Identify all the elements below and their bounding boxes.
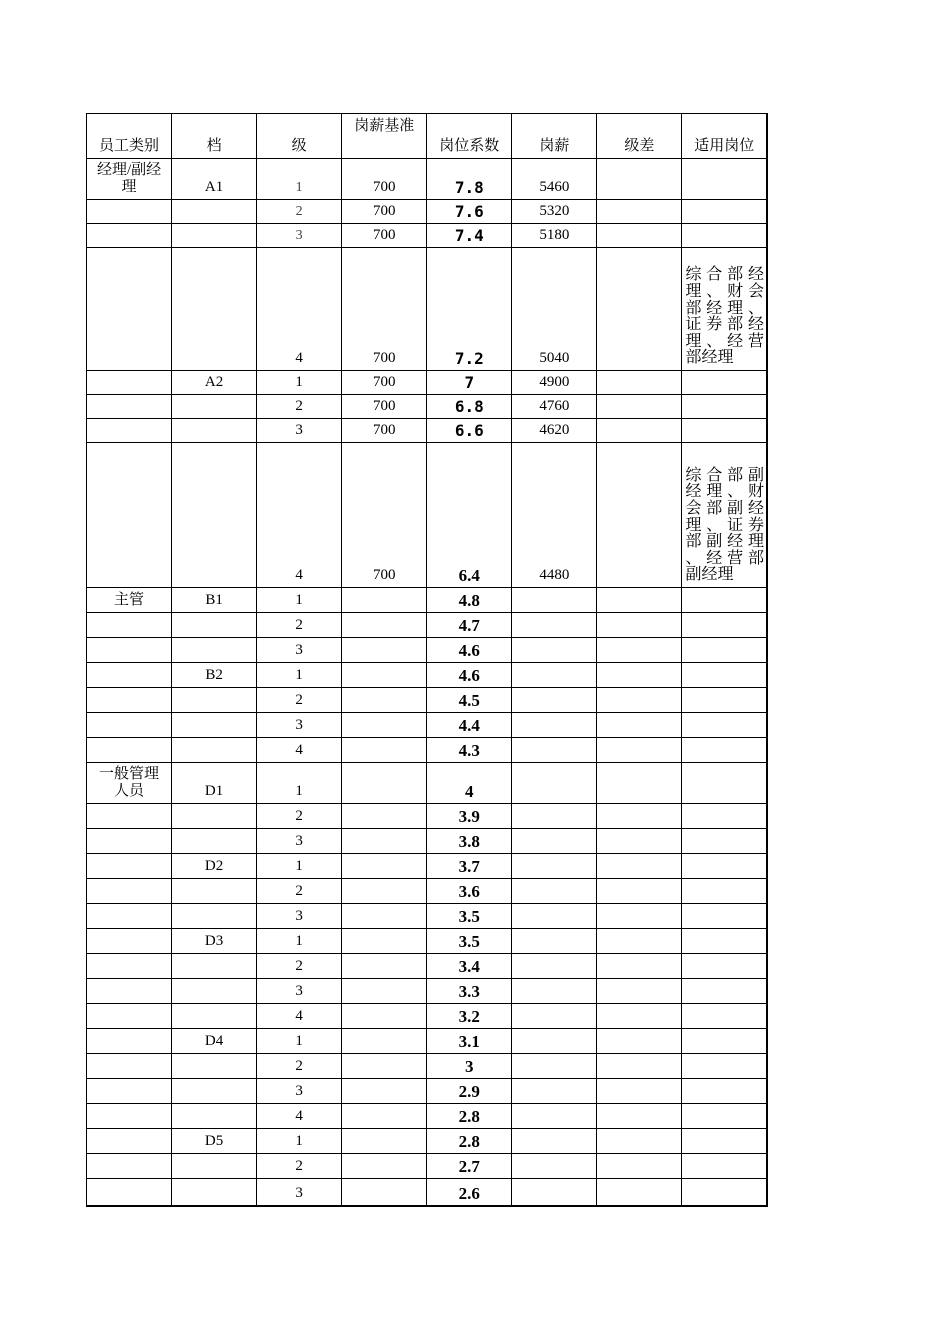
- cell-applicable-posts: [682, 688, 767, 713]
- cell-grade: [172, 1179, 257, 1206]
- cell-grade: B2: [172, 663, 257, 688]
- cell-grade: [172, 200, 257, 224]
- cell-level: 2: [257, 613, 342, 638]
- cell-employee-category: [87, 954, 172, 979]
- cell-post-coefficient: 3.5: [427, 904, 512, 929]
- cell-level-difference: [597, 1129, 682, 1154]
- cell-level: 1: [257, 929, 342, 954]
- cell-level-difference: [597, 1104, 682, 1129]
- table-row: [87, 200, 768, 224]
- cell-level: 3: [257, 829, 342, 854]
- cell-level-difference: [597, 443, 682, 588]
- cell-base-salary: [342, 638, 427, 663]
- cell-level: 3: [257, 904, 342, 929]
- header-applicable-posts: 适用岗位: [682, 114, 767, 159]
- table-row: [87, 1154, 768, 1179]
- cell-employee-category: 一般管理人员: [87, 763, 172, 804]
- cell-employee-category: [87, 200, 172, 224]
- cell-post-coefficient: 3.6: [427, 879, 512, 904]
- cell-post-salary: [512, 1154, 597, 1179]
- cell-level: 4: [257, 1104, 342, 1129]
- cell-applicable-posts: [682, 738, 767, 763]
- cell-level-difference: [597, 663, 682, 688]
- table-row: [87, 1054, 768, 1079]
- cell-post-coefficient: 2.8: [427, 1104, 512, 1129]
- table-row: [87, 224, 768, 248]
- cell-post-coefficient: 6.8: [427, 395, 512, 419]
- cell-applicable-posts: [682, 979, 767, 1004]
- cell-level: 2: [257, 395, 342, 419]
- cell-applicable-posts: [682, 371, 767, 395]
- table-row: [87, 588, 768, 613]
- cell-applicable-posts: [682, 200, 767, 224]
- cell-applicable-posts: [682, 713, 767, 738]
- cell-applicable-posts: [682, 588, 767, 613]
- cell-level-difference: [597, 200, 682, 224]
- cell-post-salary: 5040: [512, 248, 597, 371]
- cell-post-salary: [512, 879, 597, 904]
- table-row: [87, 371, 768, 395]
- cell-base-salary: [342, 1029, 427, 1054]
- cell-applicable-posts: [682, 1154, 767, 1179]
- cell-employee-category: [87, 443, 172, 588]
- cell-level: 3: [257, 713, 342, 738]
- cell-grade: [172, 638, 257, 663]
- cell-applicable-posts: [682, 879, 767, 904]
- cell-employee-category: [87, 395, 172, 419]
- cell-post-salary: [512, 663, 597, 688]
- cell-post-coefficient: 3.3: [427, 979, 512, 1004]
- cell-post-salary: 4760: [512, 395, 597, 419]
- cell-grade: [172, 613, 257, 638]
- cell-employee-category: [87, 804, 172, 829]
- cell-post-salary: 4900: [512, 371, 597, 395]
- cell-base-salary: [342, 663, 427, 688]
- cell-post-coefficient: 6.4: [427, 443, 512, 588]
- cell-post-coefficient: 7.6: [427, 200, 512, 224]
- table-row: [87, 713, 768, 738]
- cell-employee-category: [87, 979, 172, 1004]
- cell-employee-category: [87, 904, 172, 929]
- cell-post-salary: [512, 804, 597, 829]
- cell-post-salary: [512, 929, 597, 954]
- table-row: [87, 1004, 768, 1029]
- cell-employee-category: 经理/副经理: [87, 159, 172, 200]
- cell-level: 2: [257, 804, 342, 829]
- cell-post-coefficient: 3.4: [427, 954, 512, 979]
- cell-applicable-posts: 综合部经理、财会部经理、证券部经理、经营部经理: [682, 248, 767, 371]
- cell-post-salary: [512, 588, 597, 613]
- cell-applicable-posts: [682, 663, 767, 688]
- cell-level-difference: [597, 248, 682, 371]
- cell-level-difference: [597, 854, 682, 879]
- cell-base-salary: [342, 1179, 427, 1206]
- cell-post-salary: [512, 854, 597, 879]
- cell-level-difference: [597, 1054, 682, 1079]
- cell-base-salary: [342, 1129, 427, 1154]
- table-row: [87, 1079, 768, 1104]
- table-row: [87, 904, 768, 929]
- cell-post-salary: [512, 1004, 597, 1029]
- cell-level-difference: [597, 224, 682, 248]
- cell-base-salary: [342, 1054, 427, 1079]
- cell-grade: [172, 829, 257, 854]
- cell-applicable-posts: [682, 763, 767, 804]
- cell-base-salary: [342, 1004, 427, 1029]
- cell-applicable-posts: [682, 1179, 767, 1206]
- cell-level-difference: [597, 1004, 682, 1029]
- cell-post-salary: [512, 1129, 597, 1154]
- cell-base-salary: 700: [342, 224, 427, 248]
- cell-employee-category: [87, 1179, 172, 1206]
- cell-applicable-posts: [682, 638, 767, 663]
- cell-grade: D4: [172, 1029, 257, 1054]
- cell-applicable-posts: [682, 1104, 767, 1129]
- cell-applicable-posts: [682, 804, 767, 829]
- header-post-coefficient: 岗位系数: [427, 114, 512, 159]
- cell-post-salary: [512, 904, 597, 929]
- cell-grade: [172, 1154, 257, 1179]
- cell-grade: [172, 954, 257, 979]
- cell-employee-category: [87, 929, 172, 954]
- table-row: [87, 638, 768, 663]
- cell-post-coefficient: 3.9: [427, 804, 512, 829]
- cell-level-difference: [597, 1179, 682, 1206]
- cell-post-coefficient: 4.4: [427, 713, 512, 738]
- salary-grade-table: [86, 113, 768, 1207]
- cell-post-coefficient: 3.2: [427, 1004, 512, 1029]
- cell-employee-category: [87, 224, 172, 248]
- cell-grade: [172, 1054, 257, 1079]
- cell-employee-category: [87, 1029, 172, 1054]
- cell-grade: [172, 1104, 257, 1129]
- cell-employee-category: [87, 248, 172, 371]
- cell-post-coefficient: 7.8: [427, 159, 512, 200]
- cell-applicable-posts: [682, 1079, 767, 1104]
- table-row: [87, 954, 768, 979]
- cell-post-coefficient: 2.7: [427, 1154, 512, 1179]
- cell-grade: [172, 443, 257, 588]
- table-row: [87, 738, 768, 763]
- cell-post-salary: [512, 829, 597, 854]
- cell-level: 1: [257, 854, 342, 879]
- cell-level: 3: [257, 419, 342, 443]
- cell-post-salary: 5180: [512, 224, 597, 248]
- cell-post-coefficient: 2.8: [427, 1129, 512, 1154]
- cell-applicable-posts: [682, 224, 767, 248]
- cell-base-salary: [342, 854, 427, 879]
- cell-applicable-posts: [682, 904, 767, 929]
- cell-grade: D1: [172, 763, 257, 804]
- cell-post-salary: [512, 713, 597, 738]
- table-row: [87, 929, 768, 954]
- cell-applicable-posts: [682, 1004, 767, 1029]
- cell-base-salary: [342, 879, 427, 904]
- cell-level-difference: [597, 904, 682, 929]
- table-row: [87, 663, 768, 688]
- cell-level: 2: [257, 1154, 342, 1179]
- cell-level: 4: [257, 248, 342, 371]
- cell-base-salary: [342, 613, 427, 638]
- cell-base-salary: 700: [342, 443, 427, 588]
- cell-employee-category: [87, 663, 172, 688]
- cell-grade: D3: [172, 929, 257, 954]
- cell-post-coefficient: 3.8: [427, 829, 512, 854]
- cell-level: 3: [257, 979, 342, 1004]
- cell-post-coefficient: 7.2: [427, 248, 512, 371]
- cell-employee-category: [87, 638, 172, 663]
- cell-base-salary: [342, 904, 427, 929]
- cell-post-salary: [512, 1054, 597, 1079]
- cell-level-difference: [597, 1154, 682, 1179]
- cell-applicable-posts: [682, 929, 767, 954]
- cell-level-difference: [597, 954, 682, 979]
- cell-level-difference: [597, 159, 682, 200]
- cell-level-difference: [597, 929, 682, 954]
- cell-post-salary: [512, 1179, 597, 1206]
- table-row: [87, 1129, 768, 1154]
- table-row: [87, 1179, 768, 1206]
- cell-post-coefficient: 4.8: [427, 588, 512, 613]
- cell-grade: [172, 804, 257, 829]
- cell-post-coefficient: 4.6: [427, 638, 512, 663]
- cell-post-coefficient: 4.5: [427, 688, 512, 713]
- cell-employee-category: [87, 879, 172, 904]
- cell-base-salary: 700: [342, 371, 427, 395]
- cell-post-salary: 4480: [512, 443, 597, 588]
- cell-grade: A2: [172, 371, 257, 395]
- cell-grade: [172, 419, 257, 443]
- cell-applicable-posts: [682, 1029, 767, 1054]
- table-row: [87, 443, 768, 588]
- cell-grade: D5: [172, 1129, 257, 1154]
- cell-level-difference: [597, 979, 682, 1004]
- header-row: [87, 114, 768, 159]
- cell-employee-category: 主管: [87, 588, 172, 613]
- cell-applicable-posts: [682, 1054, 767, 1079]
- cell-grade: [172, 1004, 257, 1029]
- cell-post-coefficient: 2.9: [427, 1079, 512, 1104]
- cell-level-difference: [597, 713, 682, 738]
- cell-level-difference: [597, 613, 682, 638]
- cell-level-difference: [597, 738, 682, 763]
- cell-grade: [172, 904, 257, 929]
- cell-post-salary: 5320: [512, 200, 597, 224]
- cell-level: 1: [257, 763, 342, 804]
- cell-base-salary: [342, 688, 427, 713]
- cell-base-salary: [342, 829, 427, 854]
- cell-grade: A1: [172, 159, 257, 200]
- table-row: [87, 1029, 768, 1054]
- cell-post-salary: [512, 1029, 597, 1054]
- cell-level: 2: [257, 954, 342, 979]
- cell-post-salary: [512, 613, 597, 638]
- cell-post-coefficient: 7.4: [427, 224, 512, 248]
- cell-post-salary: [512, 738, 597, 763]
- cell-post-salary: [512, 954, 597, 979]
- cell-post-salary: [512, 1104, 597, 1129]
- cell-post-coefficient: 4.3: [427, 738, 512, 763]
- table-row: [87, 419, 768, 443]
- cell-applicable-posts: 综合部副经理、财会部副经理、证券部副经理、经营部副经理: [682, 443, 767, 588]
- cell-applicable-posts: [682, 854, 767, 879]
- cell-level: 1: [257, 159, 342, 200]
- cell-level-difference: [597, 371, 682, 395]
- header-base-salary: 岗薪基准: [342, 114, 427, 159]
- cell-post-coefficient: 4.7: [427, 613, 512, 638]
- cell-post-coefficient: 6.6: [427, 419, 512, 443]
- cell-level: 3: [257, 638, 342, 663]
- cell-grade: B1: [172, 588, 257, 613]
- table-row: [87, 613, 768, 638]
- cell-level: 1: [257, 588, 342, 613]
- cell-employee-category: [87, 1154, 172, 1179]
- cell-grade: [172, 688, 257, 713]
- cell-employee-category: [87, 1104, 172, 1129]
- cell-grade: [172, 738, 257, 763]
- cell-post-coefficient: 3.7: [427, 854, 512, 879]
- header-grade: 档: [172, 114, 257, 159]
- cell-level: 2: [257, 200, 342, 224]
- cell-post-coefficient: 3.5: [427, 929, 512, 954]
- cell-base-salary: [342, 929, 427, 954]
- cell-employee-category: [87, 738, 172, 763]
- cell-level-difference: [597, 763, 682, 804]
- cell-grade: [172, 248, 257, 371]
- cell-level: 2: [257, 879, 342, 904]
- cell-level: 1: [257, 371, 342, 395]
- table-row: [87, 829, 768, 854]
- cell-base-salary: [342, 804, 427, 829]
- cell-grade: [172, 395, 257, 419]
- cell-applicable-posts: [682, 159, 767, 200]
- cell-post-salary: [512, 688, 597, 713]
- cell-base-salary: 700: [342, 419, 427, 443]
- cell-level-difference: [597, 419, 682, 443]
- header-employee-category: 员工类别: [87, 114, 172, 159]
- cell-level: 1: [257, 1029, 342, 1054]
- cell-grade: [172, 1079, 257, 1104]
- cell-employee-category: [87, 688, 172, 713]
- cell-post-coefficient: 3: [427, 1054, 512, 1079]
- cell-base-salary: 700: [342, 248, 427, 371]
- cell-level: 3: [257, 1079, 342, 1104]
- table-row: [87, 979, 768, 1004]
- cell-level-difference: [597, 804, 682, 829]
- cell-base-salary: [342, 1079, 427, 1104]
- cell-post-coefficient: 3.1: [427, 1029, 512, 1054]
- cell-post-coefficient: 7: [427, 371, 512, 395]
- table-row: [87, 804, 768, 829]
- cell-base-salary: [342, 1104, 427, 1129]
- cell-employee-category: [87, 1004, 172, 1029]
- cell-level: 4: [257, 1004, 342, 1029]
- cell-base-salary: [342, 1154, 427, 1179]
- cell-level-difference: [597, 829, 682, 854]
- cell-level-difference: [597, 1079, 682, 1104]
- header-level: 级: [257, 114, 342, 159]
- cell-grade: [172, 979, 257, 1004]
- cell-post-coefficient: 4: [427, 763, 512, 804]
- table-row: [87, 395, 768, 419]
- cell-grade: [172, 879, 257, 904]
- cell-grade: D2: [172, 854, 257, 879]
- cell-employee-category: [87, 371, 172, 395]
- cell-applicable-posts: [682, 954, 767, 979]
- cell-level-difference: [597, 879, 682, 904]
- table-row: [87, 854, 768, 879]
- table-row: [87, 248, 768, 371]
- cell-level-difference: [597, 588, 682, 613]
- cell-employee-category: [87, 829, 172, 854]
- cell-employee-category: [87, 1129, 172, 1154]
- cell-post-coefficient: 2.6: [427, 1179, 512, 1206]
- cell-base-salary: 700: [342, 159, 427, 200]
- cell-employee-category: [87, 419, 172, 443]
- cell-base-salary: [342, 954, 427, 979]
- cell-applicable-posts: [682, 395, 767, 419]
- cell-grade: [172, 224, 257, 248]
- cell-level: 3: [257, 1179, 342, 1206]
- table-row: [87, 159, 768, 200]
- cell-post-coefficient: 4.6: [427, 663, 512, 688]
- cell-employee-category: [87, 1079, 172, 1104]
- cell-post-salary: [512, 763, 597, 804]
- cell-base-salary: [342, 763, 427, 804]
- cell-level: 1: [257, 663, 342, 688]
- cell-level: 2: [257, 688, 342, 713]
- cell-base-salary: 700: [342, 200, 427, 224]
- cell-level: 4: [257, 443, 342, 588]
- cell-level: 1: [257, 1129, 342, 1154]
- cell-applicable-posts: [682, 419, 767, 443]
- cell-employee-category: [87, 713, 172, 738]
- cell-applicable-posts: [682, 613, 767, 638]
- cell-applicable-posts: [682, 829, 767, 854]
- cell-level-difference: [597, 1029, 682, 1054]
- cell-post-salary: [512, 979, 597, 1004]
- header-level-difference: 级差: [597, 114, 682, 159]
- header-post-salary: 岗薪: [512, 114, 597, 159]
- table-row: [87, 1104, 768, 1129]
- cell-level: 3: [257, 224, 342, 248]
- cell-base-salary: 700: [342, 395, 427, 419]
- cell-level-difference: [597, 395, 682, 419]
- cell-applicable-posts: [682, 1129, 767, 1154]
- cell-level: 4: [257, 738, 342, 763]
- cell-level-difference: [597, 638, 682, 663]
- table-row: [87, 763, 768, 804]
- cell-employee-category: [87, 1054, 172, 1079]
- cell-employee-category: [87, 854, 172, 879]
- cell-employee-category: [87, 613, 172, 638]
- cell-level: 2: [257, 1054, 342, 1079]
- cell-base-salary: [342, 588, 427, 613]
- table-row: [87, 688, 768, 713]
- cell-grade: [172, 713, 257, 738]
- cell-base-salary: [342, 979, 427, 1004]
- cell-base-salary: [342, 713, 427, 738]
- cell-post-salary: [512, 1079, 597, 1104]
- cell-post-salary: 4620: [512, 419, 597, 443]
- table-row: [87, 879, 768, 904]
- cell-base-salary: [342, 738, 427, 763]
- table-body: [87, 159, 768, 1206]
- cell-level-difference: [597, 688, 682, 713]
- cell-post-salary: [512, 638, 597, 663]
- cell-post-salary: 5460: [512, 159, 597, 200]
